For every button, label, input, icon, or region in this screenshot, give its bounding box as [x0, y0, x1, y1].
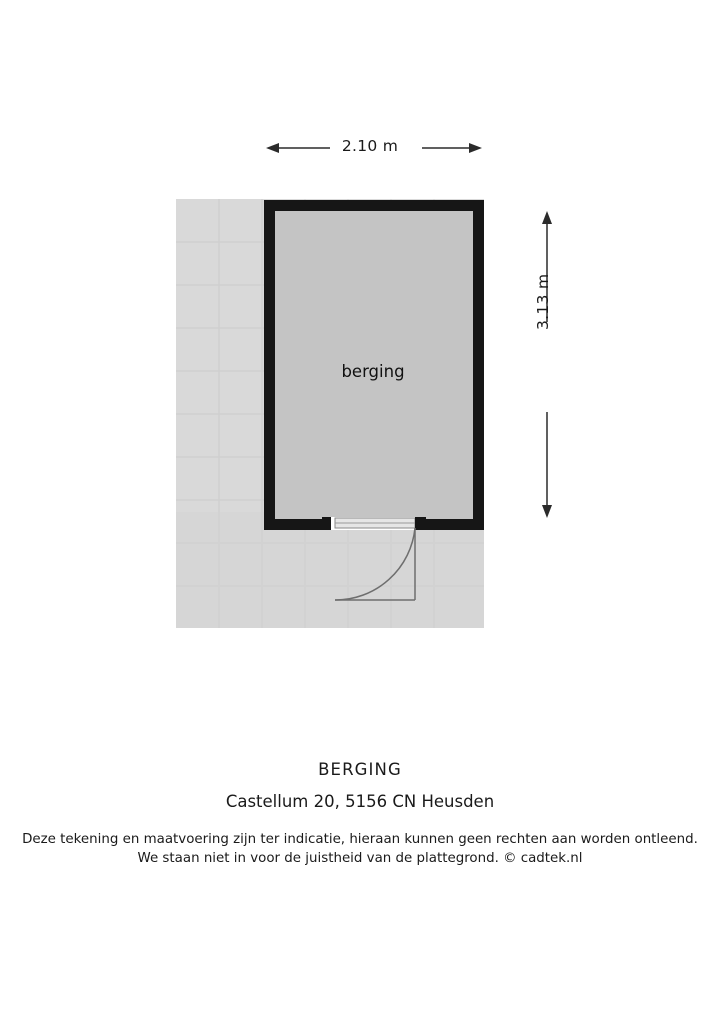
dimension-width-label: 2.10 m — [341, 137, 399, 155]
dimension-height-label: 3.13 m — [534, 273, 552, 330]
disclaimer-line-1: Deze tekening en maatvoering zijn ter indicatie, hieraan kunnen geen rechten aan worden ontleend. — [22, 832, 698, 847]
dimension-height — [537, 211, 558, 518]
disclaimer-line-2: We staan niet in voor de juistheid van de plattegrond. © cadtek.nl — [137, 851, 583, 867]
room-label-berging: berging — [341, 362, 405, 381]
plan-title: BERGING — [318, 760, 402, 779]
plan-address: Castellum 20, 5156 CN Heusden — [225, 792, 495, 811]
caption-block — [0, 760, 720, 869]
